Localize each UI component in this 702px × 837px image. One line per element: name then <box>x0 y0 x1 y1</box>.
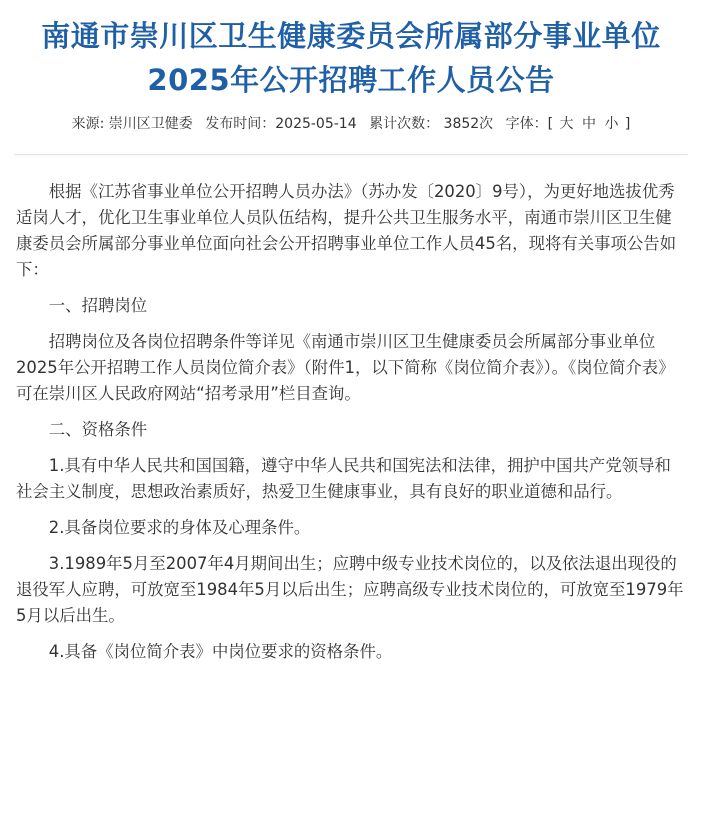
font-size-bracket-end: ] <box>624 116 631 132</box>
paragraph-qualification-4: 4.具备《岗位简介表》中岗位要求的资格条件。 <box>48 642 393 661</box>
article-title <box>0 0 702 102</box>
font-size-medium-button[interactable]: 中 <box>582 116 596 132</box>
paragraph-qualification-3: 3.1989年5月至2007年4月期间出生；应聘中级专业技术岗位的，以及依法退出现役的退役军人应聘，可放宽至1984年5月以后出生；应聘高级专业技术岗位的，可放宽至1979年5月以后出生。 <box>16 554 684 625</box>
section-heading-qualifications: 二、资格条件 <box>48 420 148 439</box>
font-size-large-button[interactable]: 大 <box>559 116 574 132</box>
paragraph-positions: 招聘岗位及各岗位招聘条件等详见《南通市崇川区卫生健康委员会所属部分事业单位2025年公开招聘工作人员岗位简介表》（附件1，以下简称《岗位简介表》）。《岗位简介表》可在崇川区人民政府网站“招考录用”栏目查询。 <box>16 332 675 403</box>
view-count: 3852次 <box>443 116 494 132</box>
publish-date: 发布时间：2025-05-14 <box>205 116 357 132</box>
paragraph-qualification-1: 1.具有中华人民共和国国籍，遵守中华人民共和国宪法和法律，拥护中国共产党领导和社会主义制度，思想政治素质好，热爱卫生健康事业，具有良好的职业道德和品行。 <box>16 456 671 501</box>
font-size-control <box>506 116 631 132</box>
font-size-label: 字体：[ <box>505 116 554 132</box>
article-body <box>0 155 702 665</box>
article-title-line2: 2025年公开招聘工作人员公告 <box>147 63 555 97</box>
font-size-small-button[interactable]: 小 <box>604 116 619 132</box>
view-count-label: 累计次数： <box>369 116 440 132</box>
paragraph-qualification-2: 2.具备岗位要求的身体及心理条件。 <box>48 518 311 537</box>
article-title-line1: 南通市崇川区卫生健康委员会所属部分事业单位 <box>41 19 661 53</box>
article-meta <box>0 114 702 134</box>
source-label: 来源: 崇川区卫健委 <box>71 116 193 132</box>
section-heading-positions: 一、招聘岗位 <box>48 296 148 315</box>
paragraph-intro: 根据《江苏省事业单位公开招聘人员办法》（苏办发〔2020〕9号），为更好地选拔优秀适岗人才，优化卫生事业单位人员队伍结构，提升公共卫生服务水平，南通市崇川区卫生健康委员会所属部分事业单位面向社会公开招聘事业单位工作人员45名，现将有关事项公告如下： <box>16 182 677 279</box>
